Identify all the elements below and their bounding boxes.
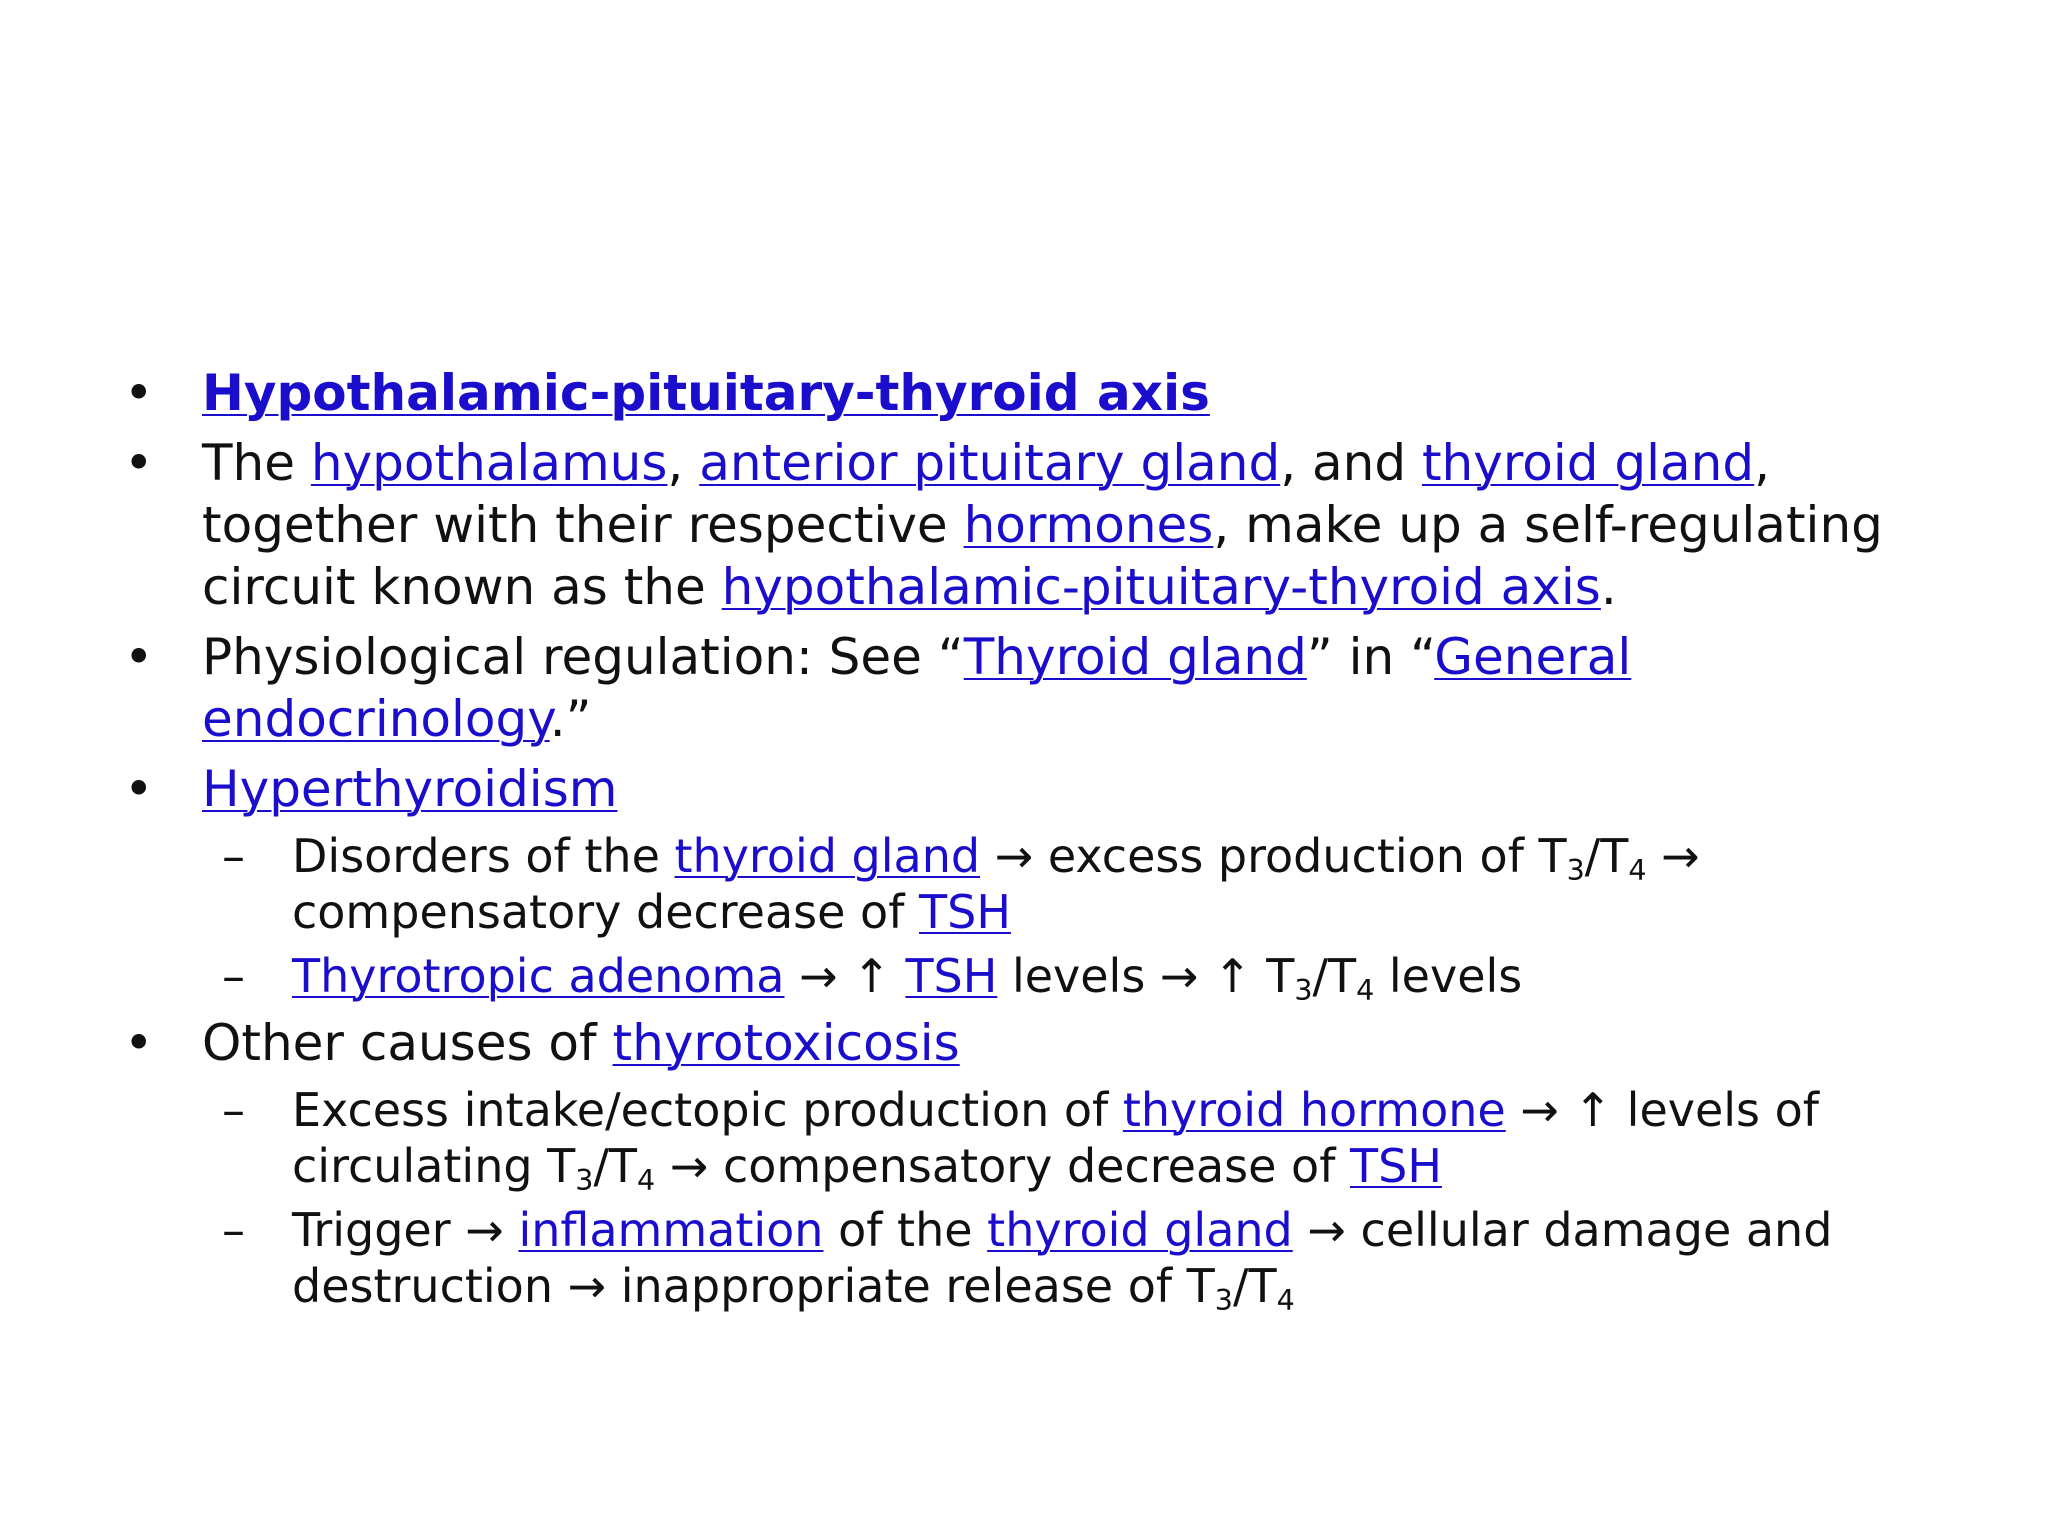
text: , and [1280, 434, 1422, 492]
link-tsh[interactable]: TSH [919, 885, 1011, 939]
link-tsh[interactable]: TSH [905, 949, 998, 1003]
subscript: 3 [1214, 1283, 1233, 1317]
subscript: 3 [1294, 973, 1313, 1007]
bullet-other-causes [112, 1012, 1972, 1074]
subbullet-inflammation [112, 1202, 1972, 1317]
text: /T [1232, 1259, 1277, 1313]
text: Disorders of the [292, 829, 675, 883]
subbullet-thyrotropic-adenoma [112, 948, 1972, 1007]
link-thyroid-gland[interactable]: thyroid gland [674, 829, 981, 883]
text: → excess production of T [980, 829, 1567, 883]
text: /T [593, 1139, 638, 1193]
link-tsh[interactable]: TSH [1350, 1139, 1442, 1193]
link-thyrotoxicosis[interactable]: thyrotoxicosis [612, 1014, 960, 1072]
text: .” [549, 690, 592, 748]
bullet-hpt-axis-heading [112, 362, 1972, 424]
link-thyroid-hormone[interactable]: thyroid hormone [1122, 1083, 1506, 1137]
text: of the [823, 1203, 988, 1257]
text: , together with their respective [202, 434, 1771, 554]
subscript: 3 [1566, 853, 1585, 887]
text: The [202, 434, 311, 492]
link-inflammation[interactable]: inflammation [518, 1203, 824, 1257]
subscript: 4 [1356, 973, 1375, 1007]
text: → ↑ [784, 949, 906, 1003]
link-thyroid-gland[interactable]: thyroid gland [1421, 434, 1755, 492]
link-thyrotropic-adenoma[interactable]: Thyrotropic adenoma [292, 949, 785, 1003]
bullet-physiological-regulation [112, 626, 1972, 750]
text: Other causes of [202, 1014, 613, 1072]
link-hyperthyroidism[interactable]: Hyperthyroidism [202, 760, 618, 818]
text: Physiological regulation: See “ [202, 628, 964, 686]
text: Excess intake/ectopic production of [292, 1083, 1123, 1137]
link-anterior-pituitary-gland[interactable]: anterior pituitary gland [699, 434, 1281, 492]
subbullet-thyroid-disorders [112, 828, 1972, 940]
subbullet-excess-intake [112, 1082, 1972, 1197]
slide-content [112, 362, 1972, 1322]
text: /T [1584, 829, 1629, 883]
text: , make up a self-regulating circuit known as the [202, 496, 1883, 616]
text: Trigger → [292, 1203, 519, 1257]
bullet-hpt-axis-description [112, 432, 1972, 618]
link-general-endocrinology[interactable]: General endocrinology [202, 628, 1632, 748]
bullet-hyperthyroidism [112, 758, 1972, 820]
link-hormones[interactable]: hormones [963, 496, 1214, 554]
text: , [667, 434, 700, 492]
text: /T [1312, 949, 1357, 1003]
text: ” in “ [1306, 628, 1435, 686]
link-thyroid-gland-reference[interactable]: Thyroid gland [963, 628, 1307, 686]
text: → ↑ levels of circulating T [292, 1083, 1819, 1193]
link-hpt-axis-heading[interactable]: Hypothalamic-pituitary-thyroid axis [202, 364, 1210, 422]
link-thyroid-gland[interactable]: thyroid gland [987, 1203, 1293, 1257]
text: levels [1374, 949, 1523, 1003]
subscript: 4 [1276, 1283, 1295, 1317]
subscript: 3 [575, 1163, 594, 1197]
text: . [1600, 558, 1617, 616]
subscript: 4 [637, 1163, 656, 1197]
text: levels → ↑ T [997, 949, 1295, 1003]
text: → cellular damage and destruction → inappropriate release of T [292, 1203, 1833, 1313]
subscript: 4 [1628, 853, 1647, 887]
text: → compensatory decrease of [292, 829, 1700, 939]
text: → compensatory decrease of [655, 1139, 1351, 1193]
link-hpt-axis[interactable]: hypothalamic-pituitary-thyroid axis [721, 558, 1601, 616]
link-hypothalamus[interactable]: hypothalamus [310, 434, 668, 492]
